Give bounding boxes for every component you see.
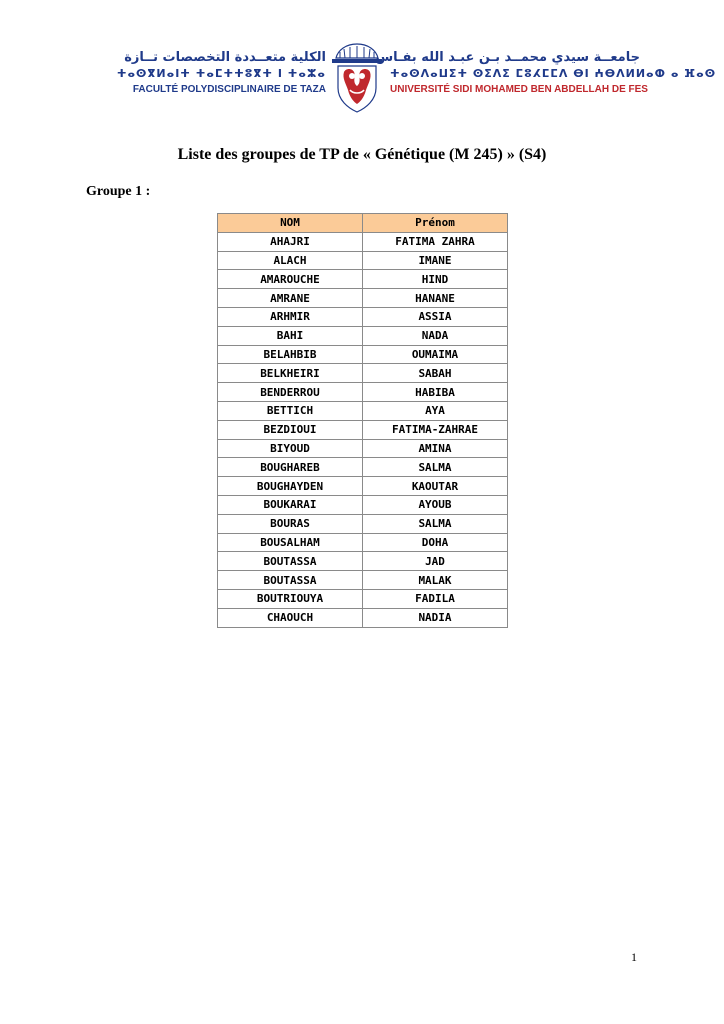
first-name-cell: MALAK [363,571,508,590]
university-name-french: UNIVERSITÉ SIDI MOHAMED BEN ABDELLAH DE FES [390,84,648,95]
last-name-cell: CHAOUCH [218,608,363,627]
table-row [218,232,508,251]
table-row [218,420,508,439]
last-name-cell: BOUSALHAM [218,533,363,552]
table-body [218,232,508,627]
last-name-cell: BAHI [218,326,363,345]
first-name-cell: HANANE [363,289,508,308]
last-name-cell: BENDERROU [218,383,363,402]
table-row [218,495,508,514]
table-row [218,326,508,345]
table-row [218,383,508,402]
first-name-cell: DOHA [363,533,508,552]
last-name-cell: BIYOUD [218,439,363,458]
faculty-name-french: FACULTÉ POLYDISCIPLINAIRE DE TAZA [132,84,326,95]
last-name-cell: BELAHBIB [218,345,363,364]
table-row [218,289,508,308]
university-name-tifinagh: ⵜⴰⵙⴷⴰⵡⵉⵜ ⵙⵉⴷⵉ ⵎⵓⵃⵎⵎⴷ ⴱⵏ ⵄⴱⴷⵍⵍⴰⵀ ⴰ ⴼⴰⵙ [390,67,717,80]
table-row [218,364,508,383]
first-name-cell: FATIMA-ZAHRAE [363,420,508,439]
column-header-prenom: Prénom [363,214,508,233]
first-name-cell: FATIMA ZAHRA [363,232,508,251]
table-row [218,477,508,496]
first-name-cell: KAOUTAR [363,477,508,496]
table-row [218,571,508,590]
table-row [218,401,508,420]
page-number: 1 [631,950,637,964]
letterhead [80,40,717,114]
first-name-cell: AYA [363,401,508,420]
first-name-cell: JAD [363,552,508,571]
table-row [218,589,508,608]
faculty-name-arabic: الكلية متعــددة التخصصات تــازة [124,50,326,65]
last-name-cell: BELKHEIRI [218,364,363,383]
last-name-cell: AMAROUCHE [218,270,363,289]
first-name-cell: NADA [363,326,508,345]
first-name-cell: SALMA [363,514,508,533]
faculty-name-tifinagh: ⵜⴰⵙⴳⵍⴰⵏⵜ ⵜⴰⵎⵜⵜⵓⴳⵜ ⵏ ⵜⴰⵣⴰ [116,67,326,80]
table-row [218,270,508,289]
last-name-cell: AHAJRI [218,232,363,251]
first-name-cell: FADILA [363,589,508,608]
first-name-cell: NADIA [363,608,508,627]
table-row [218,345,508,364]
table-row [218,251,508,270]
first-name-cell: ASSIA [363,307,508,326]
column-header-nom: NOM [218,214,363,233]
students-table [217,213,508,628]
first-name-cell: AMINA [363,439,508,458]
last-name-cell: AMRANE [218,289,363,308]
first-name-cell: IMANE [363,251,508,270]
last-name-cell: BOUGHAYDEN [218,477,363,496]
university-name-arabic: جامعــة سيدي محمــد بـن عبـد الله بفـاس [375,50,640,65]
table-row [218,533,508,552]
first-name-cell: AYOUB [363,495,508,514]
document-title: Liste des groupes de TP de « Génétique (M 245) » (S4) [177,146,547,163]
table-row [218,458,508,477]
first-name-cell: HABIBA [363,383,508,402]
first-name-cell: SABAH [363,364,508,383]
last-name-cell: BOUTASSA [218,552,363,571]
last-name-cell: BOUTRIOUYA [218,589,363,608]
faculty-name-block [90,50,326,98]
group-label: Groupe 1 : [86,184,151,199]
table-row [218,307,508,326]
table-header-row [218,214,508,233]
first-name-cell: OUMAIMA [363,345,508,364]
table-row [218,552,508,571]
last-name-cell: ARHMIR [218,307,363,326]
last-name-cell: BOUKARAI [218,495,363,514]
university-name-block [375,50,717,98]
last-name-cell: BOURAS [218,514,363,533]
first-name-cell: HIND [363,270,508,289]
last-name-cell: ALACH [218,251,363,270]
table-row [218,439,508,458]
last-name-cell: BOUGHAREB [218,458,363,477]
last-name-cell: BOUTASSA [218,571,363,590]
table-row [218,514,508,533]
table-row [218,608,508,627]
first-name-cell: SALMA [363,458,508,477]
last-name-cell: BETTICH [218,401,363,420]
last-name-cell: BEZDIOUI [218,420,363,439]
